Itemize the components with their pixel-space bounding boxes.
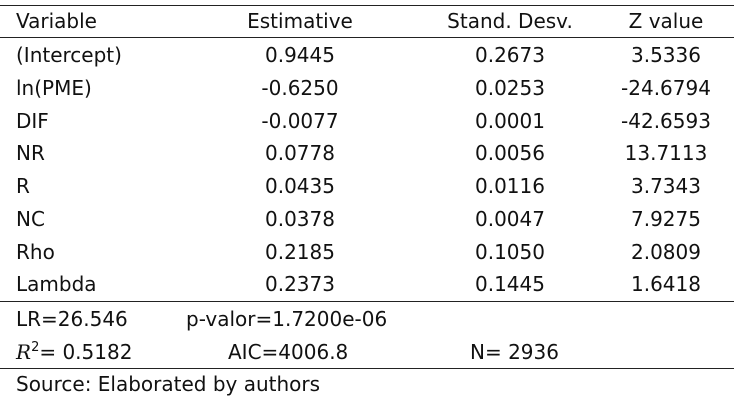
header-z-value: Z value bbox=[628, 9, 704, 33]
row-z-value: 7.9275 bbox=[631, 207, 701, 231]
aic-statistic: AIC=4006.8 bbox=[228, 340, 349, 364]
header-estimative: Estimative bbox=[247, 9, 353, 33]
row-stand-desv: 0.0056 bbox=[475, 141, 545, 165]
r-symbol: R bbox=[16, 340, 32, 364]
row-estimative: 0.9445 bbox=[265, 43, 335, 67]
row-estimative: 0.0378 bbox=[265, 207, 335, 231]
row-stand-desv: 0.0047 bbox=[475, 207, 545, 231]
row-stand-desv: 0.1050 bbox=[475, 240, 545, 264]
row-estimative: 0.2373 bbox=[265, 272, 335, 296]
header-stand-desv: Stand. Desv. bbox=[447, 9, 573, 33]
row-variable: NR bbox=[16, 141, 45, 165]
row-stand-desv: 0.0001 bbox=[475, 109, 545, 133]
row-z-value: 1.6418 bbox=[631, 272, 701, 296]
source-note: Source: Elaborated by authors bbox=[16, 372, 321, 396]
row-estimative: -0.6250 bbox=[261, 76, 339, 100]
row-estimative: 0.0435 bbox=[265, 174, 335, 198]
p-value: p-valor=1.7200e-06 bbox=[186, 307, 388, 331]
row-variable: Rho bbox=[16, 240, 55, 264]
row-estimative: -0.0077 bbox=[261, 109, 339, 133]
row-variable: DIF bbox=[16, 109, 49, 133]
lr-statistic: LR=26.546 bbox=[16, 307, 128, 331]
row-z-value: -42.6593 bbox=[621, 109, 711, 133]
row-variable: NC bbox=[16, 207, 45, 231]
r-squared-value: = 0.5182 bbox=[39, 340, 133, 364]
row-z-value: -24.6794 bbox=[621, 76, 711, 100]
row-stand-desv: 0.1445 bbox=[475, 272, 545, 296]
row-stand-desv: 0.2673 bbox=[475, 43, 545, 67]
n-observations: N= 2936 bbox=[470, 340, 559, 364]
r-squared bbox=[16, 336, 132, 368]
row-variable: ln(PME) bbox=[16, 76, 92, 100]
row-estimative: 0.2185 bbox=[265, 240, 335, 264]
row-z-value: 3.5336 bbox=[631, 43, 701, 67]
row-estimative: 0.0778 bbox=[265, 141, 335, 165]
header-rule bbox=[0, 37, 734, 38]
row-z-value: 13.7113 bbox=[624, 141, 708, 165]
header-variable: Variable bbox=[16, 9, 97, 33]
r-exponent: 2 bbox=[31, 340, 40, 355]
row-variable: R bbox=[16, 174, 30, 198]
row-stand-desv: 0.0253 bbox=[475, 76, 545, 100]
row-variable: Lambda bbox=[16, 272, 97, 296]
body-rule bbox=[0, 301, 734, 302]
row-variable: (Intercept) bbox=[16, 43, 122, 67]
row-z-value: 2.0809 bbox=[631, 240, 701, 264]
row-z-value: 3.7343 bbox=[631, 174, 701, 198]
row-stand-desv: 0.0116 bbox=[475, 174, 545, 198]
